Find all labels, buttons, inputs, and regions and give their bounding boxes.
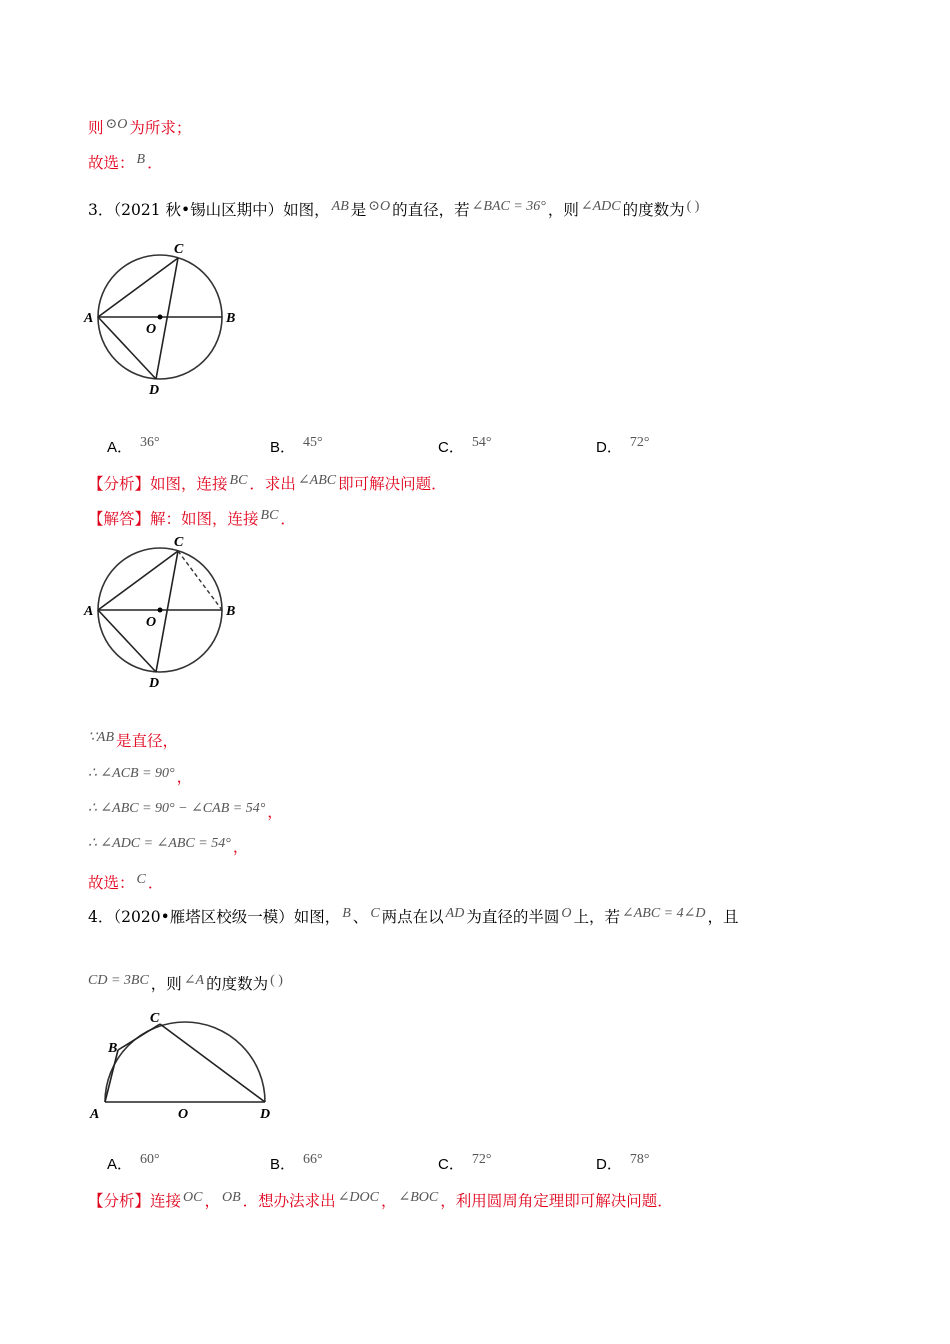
math: ∠ABC = 4∠D — [622, 906, 706, 921]
text: 是直径， — [116, 732, 179, 750]
q3-analysis — [88, 473, 447, 497]
math: ∠BOC — [398, 1190, 439, 1205]
math: ∵AB — [88, 730, 115, 745]
option-label: C． — [438, 439, 464, 456]
option-label: A． — [107, 439, 133, 456]
math: BC — [260, 508, 279, 523]
q3-option-c[interactable] — [438, 436, 491, 457]
text: ，利用圆周角定理即可解决问题． — [440, 1192, 673, 1210]
chord-bc — [118, 1024, 160, 1050]
chord-cd — [160, 1024, 265, 1102]
q4-option-d[interactable] — [596, 1153, 649, 1174]
math: ∠ADC — [580, 199, 621, 214]
q3-option-a[interactable] — [107, 436, 160, 457]
math: C — [370, 906, 380, 921]
question-4-stem — [88, 906, 738, 930]
label-o: O — [146, 615, 157, 630]
solution-tag: 【解答】 — [88, 510, 151, 528]
text: 两点在以 — [381, 908, 444, 926]
label-o: O — [146, 322, 157, 337]
text: 连接 — [150, 1192, 182, 1210]
text: ，则 — [150, 975, 182, 993]
text: 如图， — [293, 908, 341, 926]
q3-option-b[interactable] — [270, 436, 323, 457]
math: ⊙O — [105, 117, 128, 132]
math: C — [136, 872, 146, 887]
text: 解：如图，连接 — [150, 510, 259, 528]
label-c: C — [174, 535, 184, 550]
q4-option-b[interactable] — [270, 1153, 323, 1174]
math: ∴ ∠ADC = ∠ABC = 54° — [88, 836, 231, 851]
math: ∠BAC = 36° — [471, 199, 546, 214]
q3-choice — [88, 872, 163, 896]
option-label: C． — [438, 1156, 464, 1173]
option-label: A． — [107, 1156, 133, 1173]
q4-option-a[interactable] — [107, 1153, 160, 1174]
q3-option-d[interactable] — [596, 436, 649, 457]
math: CD = 3BC — [88, 973, 149, 988]
option-value: 66° — [303, 1152, 323, 1167]
q4-analysis — [88, 1190, 673, 1214]
text: 即可解决问题． — [338, 475, 447, 493]
text: 故选： — [88, 154, 135, 172]
chord-ab — [105, 1050, 118, 1102]
text: 上，若 — [573, 908, 620, 926]
text: ， — [267, 803, 283, 821]
math: ∠A — [183, 973, 205, 988]
question-number: 4． — [88, 908, 114, 926]
math: AB — [331, 199, 349, 214]
text: ， — [232, 838, 249, 856]
text: 则 — [88, 119, 104, 137]
text: 的度数为 — [206, 975, 269, 993]
chord-ac — [98, 258, 178, 317]
option-value: 54° — [471, 435, 492, 450]
question-3-stem — [88, 199, 701, 223]
math: B — [342, 906, 351, 921]
text: ， — [176, 768, 193, 786]
label-d: D — [149, 383, 160, 398]
label-a: A — [84, 604, 94, 619]
math: AD — [445, 906, 465, 921]
option-value: 45° — [303, 435, 323, 450]
text: ， — [204, 1192, 220, 1210]
text: 如图，连接 — [150, 475, 228, 493]
label-d: D — [260, 1107, 271, 1122]
text: ，且 — [707, 908, 739, 926]
conclusion-line — [88, 117, 191, 141]
text: 如图， — [283, 201, 330, 219]
text: ． — [147, 154, 163, 172]
text: ，则 — [547, 201, 579, 219]
text: 的度数为 — [622, 201, 685, 219]
label-b: B — [226, 311, 236, 326]
option-label: D． — [596, 1156, 622, 1173]
question-number: 3． — [88, 201, 114, 219]
text: ． — [147, 874, 164, 892]
option-value: 78° — [629, 1152, 650, 1167]
math: O — [561, 906, 572, 921]
option-label: B． — [270, 1156, 296, 1173]
text: ． — [280, 510, 296, 528]
text: 为所求； — [129, 119, 192, 137]
math: BC — [229, 473, 248, 488]
center-point — [158, 608, 163, 613]
label-a: A — [84, 311, 94, 326]
math: ⊙O — [368, 199, 391, 214]
label-b: B — [108, 1041, 118, 1056]
label-o: O — [178, 1107, 189, 1122]
label-a: A — [90, 1107, 100, 1122]
text: 故选： — [88, 874, 135, 892]
center-point — [158, 315, 163, 320]
option-value: 60° — [140, 1152, 160, 1167]
question-source: （2021 秋•锡山区期中） — [113, 201, 284, 219]
option-value: 36° — [140, 435, 160, 450]
proof-step-2 — [88, 766, 192, 790]
figure-semicircle — [80, 1010, 290, 1125]
answer-blank: ( ) — [686, 199, 700, 214]
text: ．想办法求出 — [242, 1192, 336, 1210]
math: ∠DOC — [337, 1190, 379, 1205]
figure-circle-2 — [80, 528, 260, 693]
option-label: B． — [270, 439, 296, 456]
option-label: D． — [596, 439, 622, 456]
chord-ac — [98, 551, 178, 610]
choice-line — [88, 152, 163, 176]
label-b: B — [226, 604, 236, 619]
math: ∴ ∠ABC = 90° − ∠CAB = 54° — [88, 801, 266, 816]
analysis-tag: 【分析】 — [88, 1192, 151, 1210]
math: ∴ ∠ACB = 90° — [88, 766, 175, 781]
analysis-tag: 【分析】 — [88, 475, 151, 493]
question-source: （2020•雁塔区校级一模） — [113, 908, 294, 926]
math: B — [136, 152, 146, 167]
answer-blank: ( ) — [270, 973, 283, 988]
text: 是 — [350, 201, 367, 219]
option-value: 72° — [471, 1152, 492, 1167]
math: OB — [222, 1190, 241, 1205]
figure-circle-1 — [80, 235, 260, 400]
question-4-stem-line2 — [88, 973, 285, 997]
label-c: C — [174, 242, 184, 257]
text: ．求出 — [249, 475, 296, 493]
label-c: C — [150, 1011, 160, 1026]
label-d: D — [149, 676, 160, 691]
text: ， — [380, 1192, 397, 1210]
semicircle-arc — [105, 1022, 265, 1102]
text: 的直径，若 — [392, 201, 470, 219]
math: ∠ABC — [297, 473, 337, 488]
proof-step-1 — [88, 730, 178, 754]
text: 为直径的半圆 — [466, 908, 560, 926]
proof-step-4 — [88, 836, 248, 860]
proof-step-3 — [88, 801, 283, 825]
option-value: 72° — [629, 435, 650, 450]
text: 、 — [352, 908, 369, 926]
math: OC — [183, 1190, 203, 1205]
q4-option-c[interactable] — [438, 1153, 491, 1174]
